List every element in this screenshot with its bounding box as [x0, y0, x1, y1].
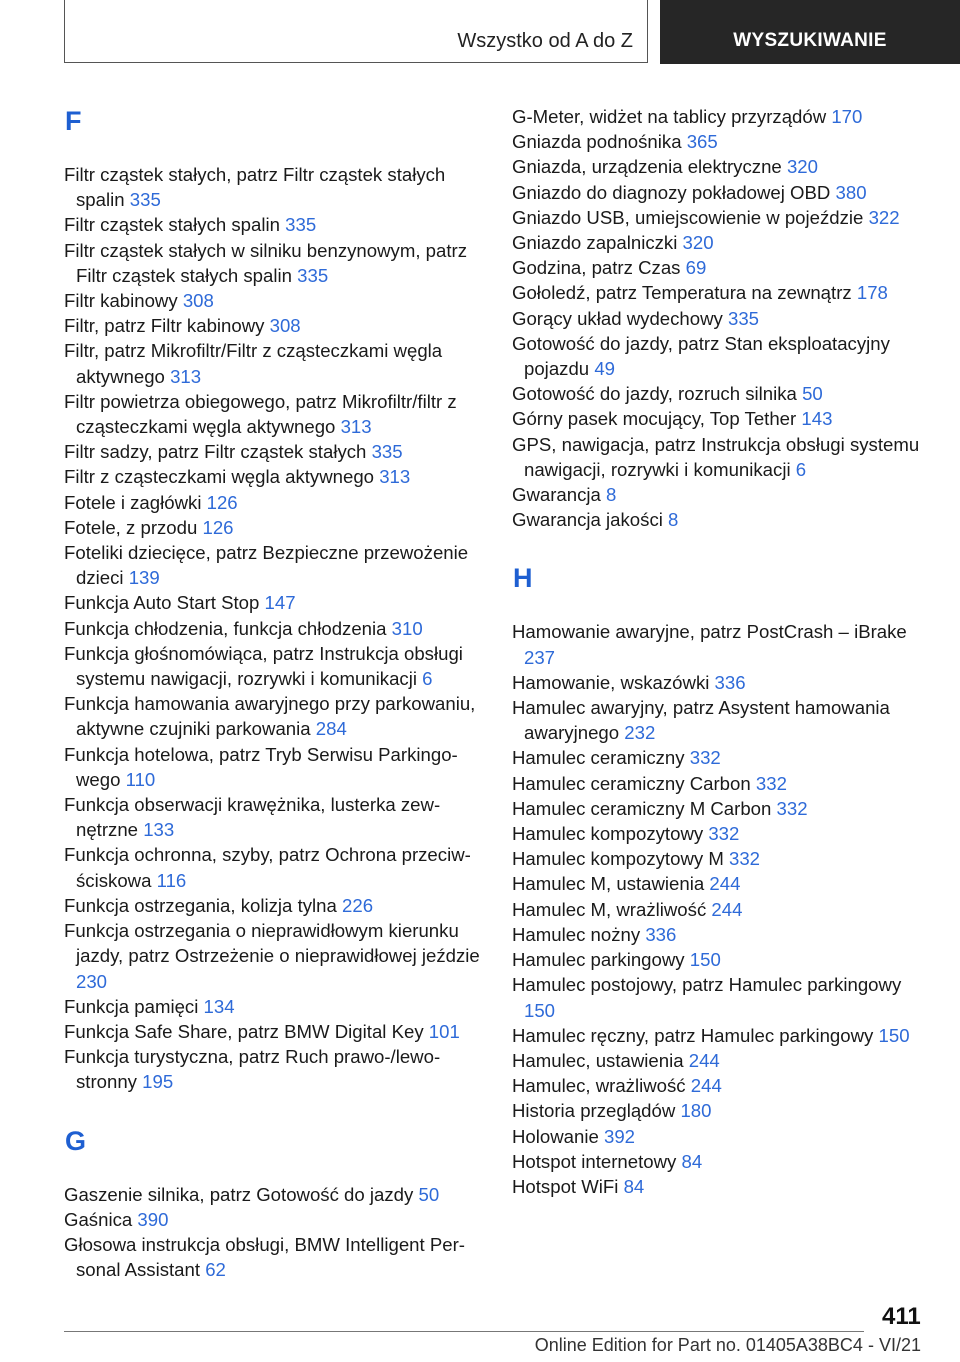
index-entry — [64, 691, 484, 741]
index-entry — [512, 922, 932, 947]
index-entry-page-link[interactable]: 244 — [688, 1049, 720, 1071]
index-entry-page-link[interactable]: 335 — [728, 307, 760, 329]
index-entry-page-link[interactable]: 84 — [681, 1150, 703, 1172]
index-entry — [512, 104, 932, 129]
index-entry-text: Hamulec ceramiczny M Carbon — [512, 797, 772, 819]
index-entry-page-link[interactable]: 284 — [315, 718, 347, 740]
index-entry — [512, 1023, 932, 1048]
index-entry-page-link[interactable]: 332 — [708, 823, 740, 845]
index-entry — [512, 432, 932, 482]
index-entry-page-link[interactable]: 49 — [594, 358, 615, 380]
index-entry-page-link[interactable]: 244 — [690, 1075, 722, 1097]
index-entry-text: Funkcja ostrzegania o nieprawidłowym kierunku jazdy, patrz Ostrzeżenie o nieprawidłowej jeździe — [64, 920, 480, 967]
header-tab[interactable] — [660, 0, 960, 64]
index-entry-text: Filtr z cząsteczkami węgla aktywnego — [64, 466, 375, 488]
index-entry-text: Hamulec parkingowy — [512, 949, 685, 971]
index-entry-page-link[interactable]: 226 — [342, 894, 374, 916]
index-entry-text: Hamulec ceramiczny Carbon — [512, 772, 751, 794]
index-entry — [64, 1044, 484, 1094]
index-entry-page-link[interactable]: 332 — [755, 772, 787, 794]
footer-divider — [64, 1331, 864, 1332]
index-entry-text: Gotowość do jazdy, rozruch silnika — [512, 383, 797, 405]
page-number: 411 — [882, 1303, 921, 1330]
index-entry-page-link[interactable]: 336 — [645, 923, 677, 945]
index-entry — [512, 381, 932, 406]
index-entry — [64, 1232, 484, 1282]
index-entry-page-link[interactable]: 6 — [795, 458, 807, 480]
index-entry — [64, 918, 484, 994]
index-entry-page-link[interactable]: 332 — [776, 797, 808, 819]
index-entry — [512, 771, 932, 796]
index-entry-text: Historia przeglądów — [512, 1100, 676, 1122]
index-entry-page-link[interactable]: 170 — [831, 106, 863, 127]
index-entry-text: Hamulec ceramiczny — [512, 747, 685, 769]
index-entry-page-link[interactable]: 6 — [422, 668, 433, 690]
index-entry-text: Hamulec, ustawienia — [512, 1049, 684, 1071]
index-entry-text: Holowanie — [512, 1125, 599, 1147]
index-entry-text: Hamulec awaryjny, patrz Asystent hamowania awaryjnego — [512, 697, 890, 744]
index-letter-heading: G — [65, 1125, 87, 1156]
index-entry-text: Funkcja Safe Share, patrz BMW Digital Key — [64, 1020, 424, 1042]
index-entry — [512, 280, 932, 305]
index-entry-text: Funkcja obserwacji krawężnika, lusterka zewnętrzne — [64, 794, 441, 841]
index-entry-page-link[interactable]: 126 — [206, 491, 238, 513]
index-entry-text: Filtr kabinowy — [64, 290, 178, 312]
index-entry-page-link[interactable]: 126 — [202, 516, 234, 538]
footer-edition: Online Edition for Part no. 01405A38BC4 - VI/21 — [534, 1335, 921, 1355]
index-entry — [512, 619, 932, 669]
index-entry — [64, 893, 484, 918]
footer — [0, 1335, 926, 1356]
index-entry — [64, 439, 484, 464]
index-entry — [512, 507, 932, 532]
index-entry — [64, 792, 484, 842]
header-section-title: Wszystko od A do Z — [457, 30, 633, 52]
index-entry-page-link[interactable]: 335 — [129, 189, 161, 211]
index-entry — [64, 490, 484, 515]
index-entry — [512, 821, 932, 846]
index-entry-page-link[interactable]: 244 — [711, 898, 743, 920]
index-entry — [512, 972, 932, 1022]
index-entry-text: Hamulec M, ustawienia — [512, 873, 705, 895]
index-entry — [512, 796, 932, 821]
index-entry-page-link[interactable]: 230 — [76, 970, 108, 992]
index-entry-text: Hamowanie awaryjne, patrz PostCrash – iBrake — [512, 621, 907, 643]
index-entry-page-link[interactable]: 232 — [624, 722, 656, 744]
index-entry-text: Godzina, patrz Czas — [512, 257, 681, 279]
index-entry-text: G-Meter, widżet na tablicy przyrządów — [512, 106, 827, 127]
index-entry-page-link[interactable]: 320 — [786, 156, 818, 178]
index-entry-text: Funkcja ostrzegania, kolizja tylna — [64, 894, 337, 916]
index-entry-page-link[interactable]: 195 — [142, 1071, 174, 1093]
index-entry — [512, 947, 932, 972]
index-entry — [64, 742, 484, 792]
index-entry-page-link[interactable]: 50 — [802, 383, 823, 405]
section-gap — [64, 1095, 484, 1118]
index-entry-text: Gniazdo zapalniczki — [512, 232, 678, 254]
index-entry-text: Funkcja chłodzenia, funkcja chłodzenia — [64, 617, 387, 639]
index-entry-text: Fotele, z przodu — [64, 516, 198, 538]
index-entry — [64, 616, 484, 641]
index-entry-text: Gniazdo USB, umiejscowienie w pojeździe — [512, 206, 864, 228]
index-entry-page-link[interactable]: 8 — [606, 484, 617, 506]
index-entry — [512, 1174, 932, 1199]
index-entry — [512, 897, 932, 922]
index-entry-page-link[interactable]: 180 — [680, 1100, 712, 1122]
index-entry-page-link[interactable]: 310 — [391, 617, 423, 639]
index-entry-page-link[interactable]: 147 — [264, 592, 296, 614]
index-entry — [512, 846, 932, 871]
index-entry-text: Gaszenie silnika, patrz Gotowość do jazdy — [64, 1183, 414, 1205]
index-entry — [512, 154, 932, 179]
index-entry — [512, 695, 932, 745]
index-entry-page-link[interactable]: 380 — [835, 181, 867, 203]
index-entry — [512, 180, 932, 205]
index-letter-heading: H — [513, 563, 533, 594]
index-entry-page-link[interactable]: 332 — [729, 848, 761, 870]
index-entry-page-link[interactable]: 237 — [524, 646, 556, 668]
index-entry-page-link[interactable]: 313 — [170, 365, 202, 387]
index-entry-text: Funkcja głośnomówiąca, patrz Instrukcja obsługi systemu nawigacji, rozrywki i komunikacji — [64, 642, 463, 690]
index-entry — [64, 994, 484, 1019]
index-entry — [512, 129, 932, 154]
index-entry — [512, 745, 932, 770]
index-entry-text: GPS, nawigacja, patrz Instrukcja obsługi systemu nawigacji, rozrywki i komunikacji — [512, 433, 920, 480]
index-entry-text: Funkcja hotelowa, patrz Tryb Serwisu Parkingowego — [64, 743, 458, 790]
index-entry-text: Hamulec, wrażliwość — [512, 1075, 686, 1097]
index-entry — [64, 515, 484, 540]
index-entry-page-link[interactable]: 84 — [623, 1175, 645, 1197]
index-entry-page-link[interactable]: 139 — [128, 567, 160, 589]
index-entry — [64, 313, 484, 338]
index-entry — [512, 1124, 932, 1149]
index-entry-text: Filtr cząstek stałych w silniku benzynowym, patrz Filtr cząstek stałych spalin — [64, 239, 467, 286]
page-header — [64, 0, 960, 64]
index-entry-text: Górny pasek mocujący, Top Tether — [512, 408, 797, 430]
index-entry-text: Gwarancja — [512, 484, 601, 506]
index-entry-text: Hotspot WiFi — [512, 1175, 619, 1197]
index-column-right — [512, 104, 932, 1199]
index-entry-page-link[interactable]: 320 — [682, 232, 714, 254]
index-entry-text: Filtr powietrza obiegowego, patrz Mikrofiltr/filtr z cząsteczkami węgla aktywnego — [64, 390, 457, 438]
index-entry-text: Filtr, patrz Filtr kabinowy — [64, 315, 265, 337]
index-entry-text: Funkcja Auto Start Stop — [64, 592, 260, 614]
index-entry-page-link[interactable]: 133 — [143, 819, 175, 841]
index-entry-page-link[interactable]: 336 — [714, 671, 746, 693]
index-entry — [512, 1149, 932, 1174]
index-entry-page-link[interactable]: 308 — [269, 315, 301, 337]
index-entry-text: Gniazda, urządzenia elektryczne — [512, 156, 782, 178]
index-entry — [64, 1207, 484, 1232]
index-entry — [512, 871, 932, 896]
index-entry — [64, 288, 484, 313]
index-entry-page-link[interactable]: 150 — [524, 999, 556, 1021]
section-gap — [512, 532, 932, 555]
index-entry — [64, 842, 484, 892]
index-entry — [64, 590, 484, 615]
index-entry-text: Fotele i zagłówki — [64, 491, 202, 513]
index-entry-text: Filtr cząstek stałych spalin — [64, 214, 280, 236]
index-entry — [64, 338, 484, 388]
index-entry-text: Hamulec postojowy, patrz Hamulec parkingowy — [512, 974, 902, 996]
index-entry-page-link[interactable]: 313 — [379, 466, 411, 488]
index-entry-page-link[interactable]: 178 — [856, 282, 888, 304]
index-entry-page-link[interactable]: 150 — [878, 1024, 910, 1046]
index-entry-text: Foteliki dziecięce, patrz Bezpieczne przewożenie dzieci — [64, 542, 469, 589]
index-entry-page-link[interactable]: 390 — [137, 1208, 169, 1230]
index-entry-page-link[interactable]: 322 — [868, 206, 900, 228]
index-entry-page-link[interactable]: 69 — [685, 257, 707, 279]
index-entry-text: Funkcja hamowania awaryjnego przy parkowaniu, aktywne czujniki parkowania — [64, 693, 476, 740]
index-entry — [64, 1182, 484, 1207]
index-entry — [512, 1048, 932, 1073]
index-entry-page-link[interactable]: 308 — [182, 290, 214, 312]
index-entry-text: Gotowość do jazdy, patrz Stan eksploatacyjny pojazdu — [512, 332, 890, 380]
index-entry-page-link[interactable]: 335 — [285, 214, 317, 236]
index-letter-heading: F — [65, 106, 82, 136]
index-entry-text: Gniazdo do diagnozy pokładowej OBD — [512, 181, 831, 203]
index-entry — [512, 255, 932, 280]
index-entry-page-link[interactable]: 110 — [125, 768, 156, 790]
index-entry — [512, 1098, 932, 1123]
index-entry — [64, 540, 484, 590]
index-entry — [512, 1073, 932, 1098]
index-entry-text: Filtr cząstek stałych, patrz Filtr cząstek stałych spalin — [64, 164, 446, 211]
index-entry — [64, 212, 484, 237]
index-entry — [512, 205, 932, 230]
index-entry-text: Filtr, patrz Mikrofiltr/Filtr z cząsteczkami węgla aktywnego — [64, 340, 443, 387]
header-section-box — [64, 0, 648, 63]
index-entry-page-link[interactable]: 335 — [371, 441, 403, 463]
index-entry — [64, 389, 484, 439]
index-entry-text: Funkcja turystyczna, patrz Ruch prawo-/lewostronny — [64, 1046, 441, 1093]
header-tab-label: WYSZUKIWANIE — [733, 30, 887, 51]
index-entry-text: Hamulec M, wrażliwość — [512, 898, 707, 920]
index-entry-text: Hamowanie, wskazówki — [512, 671, 710, 693]
index-entry-page-link[interactable]: 143 — [801, 408, 833, 430]
index-entry — [64, 162, 484, 212]
index-entry-text: Gwarancja jakości — [512, 509, 663, 531]
index-entry-page-link[interactable]: 8 — [668, 509, 679, 531]
index-entry-page-link[interactable]: 101 — [428, 1020, 460, 1042]
footer-watermark — [921, 1335, 926, 1355]
index-entry-page-link[interactable]: 313 — [340, 416, 372, 438]
index-entry — [64, 641, 484, 691]
index-entry — [512, 406, 932, 431]
index-entry-page-link[interactable]: 365 — [686, 131, 718, 153]
index-entry-text: Gaśnica — [64, 1208, 133, 1230]
index-entry — [512, 306, 932, 331]
index-entry-page-link[interactable]: 244 — [709, 873, 741, 895]
index-column-left — [64, 100, 484, 1282]
index-entry-text: Hotspot internetowy — [512, 1150, 677, 1172]
index-entry-page-link[interactable]: 116 — [156, 869, 187, 891]
index-entry-text: Funkcja ochronna, szyby, patrz Ochrona przeciwściskowa — [64, 844, 471, 891]
index-entry — [512, 670, 932, 695]
index-entry — [512, 331, 932, 381]
index-entry-text: Hamulec ręczny, patrz Hamulec parkingowy — [512, 1024, 874, 1046]
index-entry-text: Filtr sadzy, patrz Filtr cząstek stałych — [64, 441, 367, 463]
index-entry-page-link[interactable]: 335 — [297, 264, 329, 286]
index-entry-text: Głosowa instrukcja obsługi, BMW Intelligent Personal Assistant — [64, 1233, 465, 1281]
index-entry-text: Hamulec kompozytowy M — [512, 848, 724, 870]
index-entry-page-link[interactable]: 332 — [689, 747, 721, 769]
index-entry-text: Gołoledź, patrz Temperatura na zewnątrz — [512, 282, 852, 304]
index-entry-text: Funkcja pamięci — [64, 995, 199, 1017]
index-entry-page-link[interactable]: 392 — [604, 1125, 636, 1147]
index-entry-text: Hamulec nożny — [512, 923, 641, 945]
index-entry-page-link[interactable]: 150 — [689, 949, 721, 971]
index-entry — [512, 482, 932, 507]
index-entry-text: Gniazda podnośnika — [512, 131, 682, 153]
index-entry — [64, 464, 484, 489]
index-entry-page-link[interactable]: 134 — [203, 995, 235, 1017]
index-entry-text: Hamulec kompozytowy — [512, 823, 704, 845]
index-entry-text: Gorący układ wydechowy — [512, 307, 723, 329]
index-entry-page-link[interactable]: 50 — [418, 1183, 440, 1205]
index-entry — [64, 238, 484, 288]
index-entry — [512, 230, 932, 255]
index-entry — [64, 1019, 484, 1044]
index-entry-page-link[interactable]: 62 — [205, 1259, 226, 1281]
